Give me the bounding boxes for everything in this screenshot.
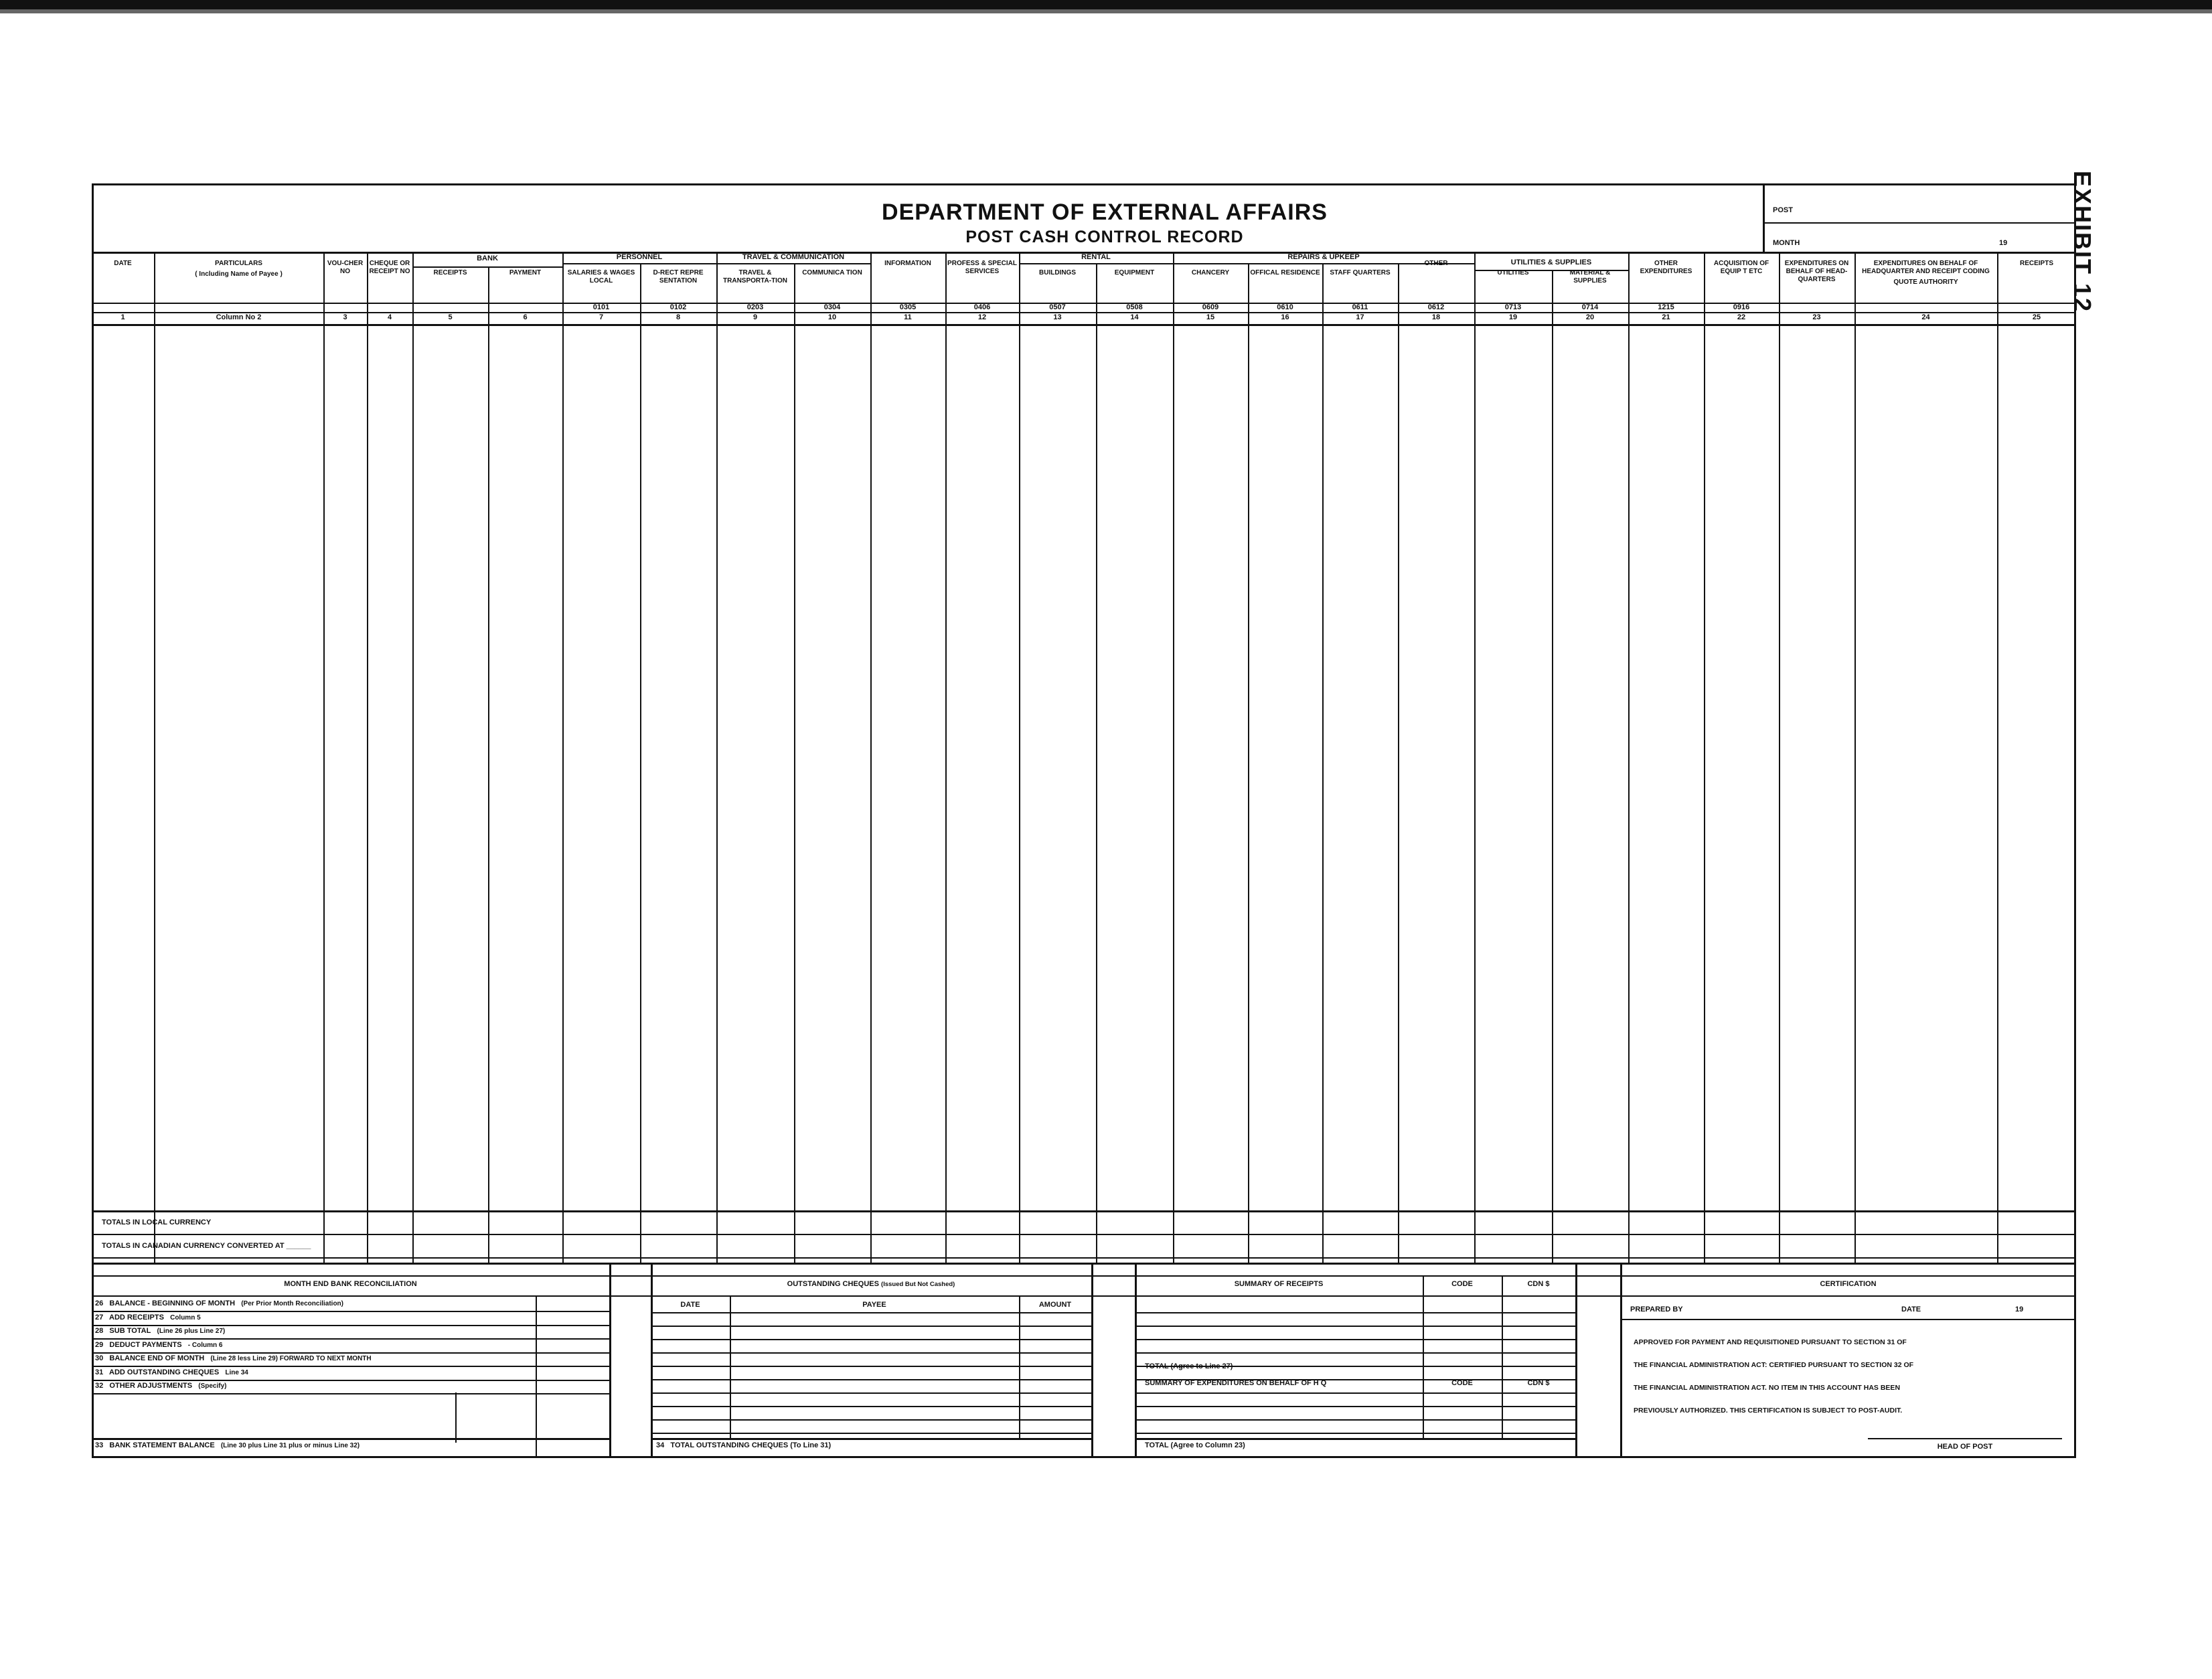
outstanding-amount-header: AMOUNT [1038, 1301, 1072, 1309]
column-number-22: 22 [1737, 313, 1746, 321]
recon-line-31: 31 ADD OUTSTANDING CHEQUES Line 34 [95, 1368, 248, 1376]
column-code-9: 0203 [746, 303, 764, 311]
column-code-11: 0305 [899, 303, 917, 311]
group-travel: TRAVEL & COMMUNICATION [742, 253, 845, 261]
column-header-24: EXPENDITURES ON BEHALF OF HEADQUARTER AND RECEIPT CODING QUOTE AUTHORITY [1862, 260, 1990, 286]
group-rental: RENTAL [1081, 253, 1111, 261]
column-code-12: 0406 [973, 303, 991, 311]
month-year-prefix: 19 [1999, 239, 2008, 247]
recon-amount-26[interactable] [536, 1297, 609, 1311]
recon-line-28: 28 SUB TOTAL (Line 26 plus Line 27) [95, 1327, 226, 1335]
column-header-9: TRAVEL & TRANSPORTA-TION [723, 269, 787, 285]
recon-amount-32[interactable] [536, 1380, 609, 1393]
column-number-10: 10 [827, 313, 837, 321]
column-header-13: BUILDINGS [1039, 269, 1076, 276]
column-header-22: ACQUISITION OF EQUIP T ETC [1713, 260, 1769, 275]
recon-line-32: 32 OTHER ADJUSTMENTS (Specify) [95, 1382, 227, 1390]
column-header-5: RECEIPTS [433, 269, 467, 276]
column-number-21: 21 [1662, 313, 1670, 321]
post-field[interactable] [1821, 201, 2062, 221]
column-code-7: 0101 [592, 303, 610, 311]
certification-line-2: THE FINANCIAL ADMINISTRATION ACT: CERTIFIED PURSUANT TO SECTION 32 OF [1634, 1361, 1914, 1369]
column-header-21: OTHER EXPENDITURES [1640, 260, 1692, 275]
column-code-10: 0304 [823, 303, 841, 311]
column-code-8: 0102 [669, 303, 687, 311]
column-number-3: 3 [343, 313, 347, 321]
column-header-3: VOU-CHER NO [327, 260, 364, 275]
column-header-15: CHANCERY [1191, 269, 1230, 276]
page-subtitle: POST CASH CONTROL RECORD [965, 228, 1244, 246]
month-field[interactable] [1821, 231, 1995, 251]
summary-total1: TOTAL (Agree to Line 27) [1145, 1362, 1233, 1370]
prepared-by-field[interactable] [1701, 1300, 1881, 1317]
column-number-8: 8 [676, 313, 681, 321]
column-number-23: 23 [1812, 313, 1821, 321]
scan-edge-top [0, 0, 2212, 9]
outstanding-payee-header: PAYEE [862, 1301, 886, 1309]
group-repairs: REPAIRS & UPKEEP [1287, 253, 1360, 261]
column-number-6: 6 [523, 313, 528, 321]
summary-code-header-2: CODE [1451, 1379, 1473, 1387]
column-code-15: 0609 [1202, 303, 1219, 311]
recon-amount-28[interactable] [536, 1325, 609, 1338]
column-code-22: 0916 [1733, 303, 1750, 311]
column-number-15: 15 [1206, 313, 1215, 321]
column-header-2: PARTICULARS ( Including Name of Payee ) [195, 260, 283, 278]
column-number-19: 19 [1508, 313, 1518, 321]
totals-canadian-label: TOTALS IN CANADIAN CURRENCY CONVERTED AT ______ [102, 1242, 311, 1250]
post-label: POST [1773, 206, 1793, 214]
column-header-7: SALARIES & WAGES LOCAL [567, 269, 635, 285]
column-number-1: 1 [121, 313, 125, 321]
outstanding-total: 34 TOTAL OUTSTANDING CHEQUES (To Line 31) [656, 1441, 832, 1449]
column-number-18: 18 [1431, 313, 1441, 321]
column-number-17: 17 [1356, 313, 1364, 321]
summary-receipts-title: SUMMARY OF RECEIPTS [1234, 1280, 1324, 1288]
outstanding-date-header: DATE [680, 1301, 700, 1309]
certification-line-4: PREVIOUSLY AUTHORIZED. THIS CERTIFICATION IS SUBJECT TO POST-AUDIT. [1634, 1407, 1903, 1415]
recon-amount-27[interactable] [536, 1311, 609, 1325]
column-header-18: OTHER [1424, 260, 1448, 267]
column-number-9: 9 [753, 313, 758, 321]
column-number-16: 16 [1281, 313, 1289, 321]
column-header-25: RECEIPTS [2019, 260, 2053, 267]
column-number-13: 13 [1053, 313, 1062, 321]
column-number-7: 7 [599, 313, 604, 321]
column-header-8: D-RECT REPRE SENTATION [653, 269, 704, 285]
totals-local-label: TOTALS IN LOCAL CURRENCY [102, 1218, 212, 1226]
column-header-20: MATERIAL & SUPPLIES [1569, 269, 1611, 285]
column-header-6: PAYMENT [509, 269, 542, 276]
cert-date-field[interactable] [1942, 1300, 2008, 1317]
recon-amount-30[interactable] [536, 1352, 609, 1366]
column-number-5: 5 [448, 313, 453, 321]
certification-line-1: APPROVED FOR PAYMENT AND REQUISITIONED PURSUANT TO SECTION 31 OF [1634, 1338, 1907, 1346]
group-personnel: PERSONNEL [616, 253, 663, 261]
column-code-18: 0612 [1427, 303, 1445, 311]
recon-line-30: 30 BALANCE END OF MONTH (Line 28 less Line 29) FORWARD TO NEXT MONTH [95, 1354, 372, 1362]
summary-code-header: CODE [1451, 1280, 1473, 1288]
recon-line-29: 29 DEDUCT PAYMENTS - Column 6 [95, 1340, 223, 1349]
certification-line-3: THE FINANCIAL ADMINISTRATION ACT. NO ITEM IN THIS ACCOUNT HAS BEEN [1634, 1384, 1901, 1392]
column-code-14: 0508 [1126, 303, 1143, 311]
group-bank: BANK [477, 254, 498, 262]
summary-cdn-header-2: CDN $ [1527, 1379, 1550, 1387]
column-number-14: 14 [1130, 313, 1139, 321]
column-header-19: UTILITIES [1497, 269, 1529, 276]
cert-date-label: DATE [1901, 1305, 1921, 1313]
page-title: DEPARTMENT OF EXTERNAL AFFAIRS [882, 199, 1328, 225]
column-code-16: 0610 [1277, 303, 1293, 311]
column-header-23: EXPENDITURES ON BEHALF OF HEAD-QUARTERS [1784, 260, 1849, 283]
head-of-post-label: HEAD OF POST [1937, 1443, 1993, 1451]
column-header-12: PROFESS & SPECIAL SERVICES [947, 260, 1017, 275]
column-code-13: 0507 [1049, 303, 1066, 311]
month-label: MONTH [1773, 239, 1800, 247]
column-number-12: 12 [977, 313, 987, 321]
outstanding-title: OUTSTANDING CHEQUES (Issued But Not Cashed) [787, 1280, 955, 1288]
recon-amount-29[interactable] [536, 1339, 609, 1352]
column-number-25: 25 [2032, 313, 2041, 321]
head-of-post-signature[interactable] [1868, 1418, 2062, 1437]
column-number-4: 4 [387, 313, 392, 321]
summary-cdn-header: CDN $ [1527, 1280, 1550, 1288]
column-header-17: STAFF QUARTERS [1330, 269, 1391, 276]
column-code-19: 0713 [1504, 303, 1522, 311]
summary-expenditures-title: SUMMARY OF EXPENDITURES ON BEHALF OF H Q [1145, 1379, 1327, 1387]
column-number-24: 24 [1921, 313, 1930, 321]
scan-edge-shadow [0, 9, 2212, 13]
column-header-14: EQUIPMENT [1114, 269, 1155, 276]
column-number-2: Column No 2 [216, 313, 262, 321]
column-number-11: 11 [904, 313, 912, 321]
recon-line-27: 27 ADD RECEIPTS Column 5 [95, 1313, 201, 1322]
column-header-1: DATE [114, 260, 132, 267]
recon-title: MONTH END BANK RECONCILIATION [284, 1280, 417, 1288]
cert-year-prefix: 19 [2015, 1305, 2024, 1313]
exhibit-label: EXHIBIT 12 [2069, 170, 2096, 313]
recon-amount-31[interactable] [536, 1366, 609, 1380]
column-code-21: 1215 [1658, 303, 1674, 311]
column-code-20: 0714 [1581, 303, 1599, 311]
column-code-17: 0611 [1352, 303, 1368, 311]
certification-title: CERTIFICATION [1820, 1280, 1877, 1288]
prepared-by-label: PREPARED BY [1630, 1305, 1683, 1313]
column-header-16: OFFICAL RESIDENCE [1250, 269, 1320, 276]
column-header-11: INFORMATION [884, 260, 931, 267]
recon-line-33: 33 BANK STATEMENT BALANCE (Line 30 plus Line 31 plus or minus Line 32) [95, 1441, 360, 1449]
recon-line-26: 26 BALANCE - BEGINNING OF MONTH (Per Prior Month Reconciliation) [95, 1299, 343, 1307]
column-header-4: CHEQUE OR RECEIPT NO [369, 260, 410, 275]
summary-total2: TOTAL (Agree to Column 23) [1145, 1441, 1245, 1449]
group-utilities: UTILITIES & SUPPLIES [1510, 258, 1592, 266]
column-number-20: 20 [1585, 313, 1595, 321]
column-header-10: COMMUNICA TION [802, 269, 862, 276]
